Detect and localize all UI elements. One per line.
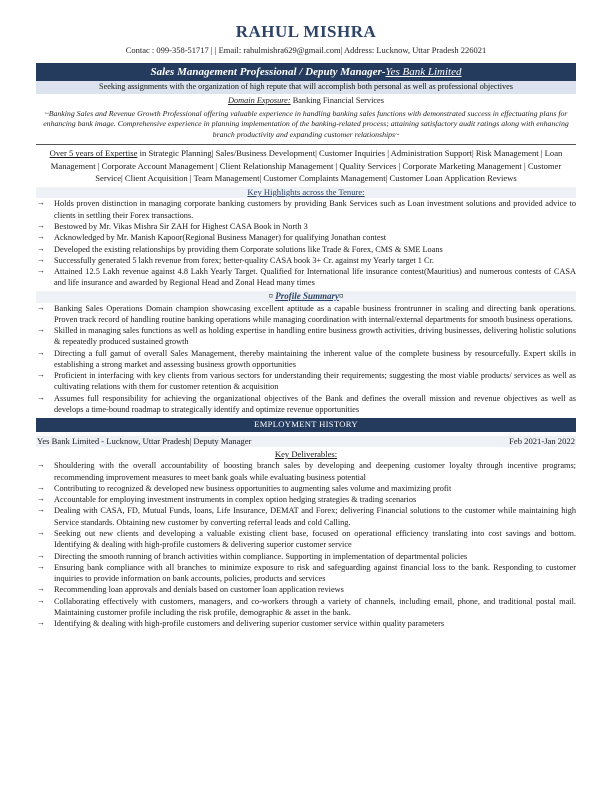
- list-item-text: Proficient in interfacing with key clients from various sectors for understanding their requirements; suggesting the most viable products/ services as well as cultivating relations with them for customer retention & acquisition: [54, 371, 576, 392]
- job-line: [36, 436, 576, 447]
- list-item-text: Collaborating effectively with customers, managers, and co-workers through a variety of channels, including email, phone, and traditional postal mail. Maintaining customer profile including the risk profile, demographic & asset in the bank.: [54, 596, 576, 618]
- deliverables-list: [36, 460, 576, 629]
- divider: [36, 144, 576, 145]
- list-item: [36, 255, 576, 266]
- list-item-text: Directing a full gamut of overall Sales Management, thereby maintaining the inherent value of the complete business by resourcefully. Expert skills in establishing a strong market and assessing business growth opportunities: [54, 348, 576, 369]
- arrow-bullet-icon: →: [37, 595, 45, 605]
- arrow-bullet-icon: →: [37, 561, 45, 571]
- deliverables-heading: Key Deliverables:: [274, 449, 338, 460]
- list-item-text: Skilled in managing sales functions as well as holding expertise in handling entire business growth activities, driving businesses, delivering holistic solutions & repeatedly produced sustained growth: [54, 326, 576, 347]
- arrow-bullet-icon: →: [37, 460, 45, 470]
- job-title: Yes Bank Limited - Lucknow, Uttar Pradesh| Deputy Manager: [37, 435, 252, 446]
- list-item-text: Bestowed by Mr. Vikas Mishra Sir ZAH for Highest CASA Book in North 3: [54, 221, 308, 231]
- arrow-bullet-icon: →: [37, 494, 45, 504]
- arrow-bullet-icon: →: [37, 220, 45, 230]
- arrow-bullet-icon: →: [37, 392, 45, 402]
- profile-list: [36, 303, 576, 416]
- arrow-bullet-icon: →: [37, 505, 45, 515]
- ornament-icon: ¤: [268, 290, 273, 301]
- list-item: [36, 584, 576, 595]
- objective-statement: Seeking assignments with the organization of high repute that will accomplish both personal as well as professional objectives: [36, 81, 576, 94]
- list-item-text: Developed the existing relationships by providing them Corporate solutions like Trade & Forex, CMS & SME Loans: [54, 244, 443, 254]
- skills-list: in Strategic Planning| Sales/Business Development| Customer Inquiries | Administration Support| Risk Management | Loan Management | Corporate Account Management | Client Relationship Management | Quality Services | Corporate Marketing Management | Customer Service| Client Acquisition | Team Management| Customer Complaints Management| Customer Loan Application Reviews: [50, 148, 563, 183]
- list-item-text: Holds proven distinction in managing corporate banking customers by providing Bank Services such as Loan investment solutions and provided advice to clients in settling their Forex transactions.: [54, 199, 576, 220]
- arrow-bullet-icon: →: [37, 243, 45, 253]
- arrow-bullet-icon: →: [37, 266, 45, 276]
- list-item: [36, 325, 576, 348]
- list-item: [36, 370, 576, 393]
- domain-value: Banking Financial Services: [292, 95, 384, 105]
- list-item: [36, 244, 576, 255]
- highlights-list: [36, 198, 576, 288]
- profile-heading-label: Profile Summary: [275, 290, 339, 301]
- list-item: [36, 393, 576, 416]
- list-item-text: Accountable for employing investment instruments in complex option hedging strategies & trading scenarios: [54, 495, 417, 505]
- list-item-text: Recommending loan approvals and denials based on customer loan application reviews: [54, 585, 344, 595]
- role-title: Sales Management Professional / Deputy Manager-: [150, 65, 386, 78]
- list-item: [36, 348, 576, 371]
- list-item: [36, 303, 576, 326]
- list-item: [36, 198, 576, 221]
- highlights-heading: Key Highlights across the Tenure:: [36, 187, 576, 198]
- employment-heading: EMPLOYMENT HISTORY: [36, 418, 576, 431]
- list-item: [36, 494, 576, 505]
- ornament-icon: ¤: [339, 290, 344, 301]
- profile-heading: [36, 291, 576, 303]
- list-item-text: Assumes full responsibility for achieving the organizational objectives of the Bank and defines the overall mission and revenue objectives as well as develops a time-bound roadmap to strategically identify and optimize revenue opportunities: [54, 393, 576, 415]
- arrow-bullet-icon: →: [37, 325, 45, 335]
- arrow-bullet-icon: →: [37, 347, 45, 357]
- arrow-bullet-icon: →: [37, 584, 45, 594]
- skills-block: [36, 147, 576, 184]
- list-item-text: Ensuring bank compliance with all branches to minimize exposure to risk and safeguarding against financial loss to the bank. Responding to customer inquiries to provide information on bank accounts, policies, products and services: [54, 562, 576, 584]
- list-item: [36, 505, 576, 528]
- arrow-bullet-icon: →: [37, 302, 45, 312]
- list-item-text: Directing the smooth running of branch activities within compliance. Supporting in implementation of departmental policies: [54, 551, 468, 561]
- domain-label: Domain Exposure:: [228, 95, 291, 105]
- skills-lead: Over 5 years of Expertise: [49, 148, 138, 159]
- arrow-bullet-icon: →: [37, 550, 45, 560]
- list-item-text: Acknowledged by Mr. Manish Kapoor(Regional Business Manager) for qualifying Jonathan contest: [54, 233, 387, 243]
- arrow-bullet-icon: →: [37, 618, 45, 628]
- job-dates: Feb 2021-Jan 2022: [509, 435, 575, 446]
- arrow-bullet-icon: →: [37, 198, 45, 208]
- domain-exposure: [36, 96, 576, 107]
- arrow-bullet-icon: →: [37, 482, 45, 492]
- summary-statement: ~Banking Sales and Revenue Growth Professional offering valuable experience in handling banking sales functions with demonstrated success in effectuating plans for enhancing bank image. Comprehensive experience in planning implementation of the banking-related process; attaining satisfactory audit ratings along with enhancing branch productivity and expanding customer relationships~: [43, 108, 569, 139]
- list-item: [36, 528, 576, 551]
- list-item: [36, 618, 576, 629]
- list-item-text: Successfully generated 5 lakh revenue from forex; better-quality CASA book 3+ Cr. against my Yearly target 1 Cr.: [54, 255, 434, 265]
- title-bar: [36, 63, 576, 82]
- list-item: [36, 596, 576, 619]
- list-item: [36, 266, 576, 289]
- arrow-bullet-icon: →: [37, 232, 45, 242]
- candidate-name: RAHUL MISHRA: [235, 22, 377, 41]
- list-item-text: Banking Sales Operations Domain champion showcasing excellent aptitude as a capable business frontrunner in scaling and directing bank operations. Proven track record of handling routine banking operations while managing coordination with internal/external departments for smooth business operations.: [54, 303, 576, 324]
- resume-page: [36, 22, 576, 630]
- arrow-bullet-icon: →: [37, 528, 45, 538]
- list-item-text: Contributing to recognized & developed new business opportunities to augmenting sales volume and maximizing profit: [54, 483, 452, 493]
- list-item-text: Dealing with CASA, FD, Mutual Funds, loans, Life Insurance, DEMAT and Forex; delivering Financial solutions to the customer while maintaining high Service standards. Obtaining new customer by converting referral leads and cold Calling.: [54, 506, 576, 527]
- list-item-text: Seeking out new clients and developing a valuable existing client base, focused on operational efficiency translating into cost savings and bottom. Identifying & dealing with high-profile customers & delivering superior customer service: [54, 529, 576, 550]
- list-item-text: Identifying & dealing with high-profile customers and delivering superior customer service within quality parameters: [54, 619, 445, 629]
- list-item: [36, 460, 576, 483]
- company-name: Yes Bank Limited: [385, 65, 462, 78]
- list-item-text: Shouldering with the overall accountability of boosting branch sales by developing and deepening customer loyalty through incentive programs; recommending improvement measures to meet bank goals while evaluating business potential: [54, 461, 576, 482]
- list-item: [36, 483, 576, 494]
- list-item: [36, 221, 576, 232]
- list-item: [36, 232, 576, 243]
- list-item: [36, 551, 576, 562]
- list-item-text: Attained 12.5 Lakh revenue against 4.8 Lakh Yearly Target. Qualified for International life insurance contest(Mauritius) and numerous contests of CASA and life insurance and awarded by Regional Head and Zonal Head many times: [54, 267, 576, 288]
- arrow-bullet-icon: →: [37, 254, 45, 264]
- arrow-bullet-icon: →: [37, 370, 45, 380]
- list-item: [36, 562, 576, 585]
- contact-line: Contac : 099-358-51717 | | Email: rahulmishra629@gmail.com| Address: Lucknow, Uttar Pradesh 226021: [125, 45, 487, 56]
